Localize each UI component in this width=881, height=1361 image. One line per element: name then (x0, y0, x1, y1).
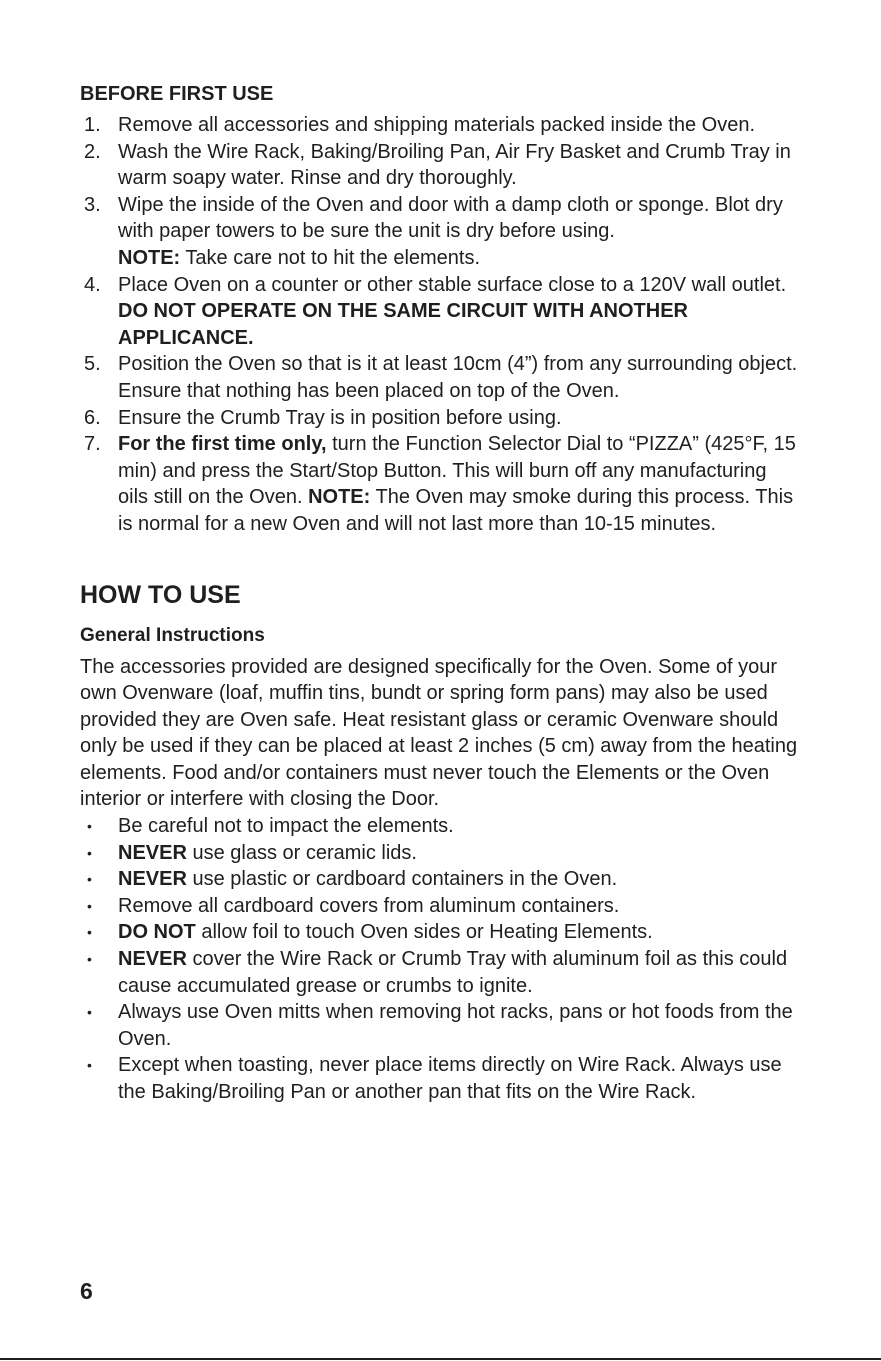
list-item: 3. Wipe the inside of the Oven and door with a damp cloth or sponge. Blot dry with paper towers to be sure the unit is dry before using. NOTE: Take care not to hit the elements. (84, 193, 783, 269)
list-item: 4. Place Oven on a counter or other stable surface close to a 120V wall outlet. DO NOT OPERATE ON THE SAME CIRCUIT WITH ANOTHER APPLICANCE. (84, 273, 787, 349)
list-item (80, 999, 800, 1052)
bullet-text: cover the Wire Rack or Crumb Tray with aluminum foil as this could cause accumulated grease or crumbs to ignite. (118, 948, 788, 997)
list-item: 5. Position the Oven so that is it at least 10cm (4”) from any surrounding object. Ensure that nothing has been placed on top of the Oven. (84, 353, 798, 402)
list-item (80, 840, 800, 867)
first-time-only-label: For the first time only, (118, 433, 327, 456)
before-first-use-steps (80, 112, 800, 538)
bullet-text: Be careful not to impact the elements. (118, 815, 454, 838)
bullet-icon: • (87, 844, 92, 861)
list-item (80, 866, 800, 893)
bullet-text: Except when toasting, never place items directly on Wire Rack. Always use the Baking/Broiling Pan or another pan that fits on the Wire Rack. (118, 1054, 782, 1103)
bullet-icon: • (87, 924, 92, 941)
list-item (80, 1052, 800, 1105)
bullet-icon: • (87, 1004, 92, 1021)
list-item: 1. Remove all accessories and shipping materials packed inside the Oven. (84, 114, 756, 136)
bullet-emphasis: NEVER (118, 948, 187, 971)
bullet-emphasis: NEVER (118, 868, 187, 891)
how-to-use-heading: HOW TO USE (80, 580, 241, 609)
manual-page (80, 81, 800, 1106)
bullet-text: allow foil to touch Oven sides or Heating Elements. (201, 921, 653, 944)
warning-text: DO NOT OPERATE ON THE SAME CIRCUIT WITH ANOTHER APPLICANCE. (118, 300, 688, 349)
note-label: NOTE: (118, 246, 181, 269)
note-label: NOTE: (308, 486, 371, 509)
bullet-emphasis: DO NOT (118, 921, 196, 944)
before-first-use-heading: BEFORE FIRST USE (80, 83, 274, 105)
list-item (80, 893, 800, 920)
bullet-icon: • (87, 1057, 92, 1074)
list-item (80, 946, 800, 999)
bullet-text: use plastic or cardboard containers in the Oven. (192, 868, 618, 891)
bullet-icon: • (87, 818, 92, 835)
list-item: 7. For the first time only, turn the Function Selector Dial to “PIZZA” (425°F, 15 min) and press the Start/Stop Button. This will burn off any manufacturing oils still on the Oven. NOTE: The Oven may smoke during this process. This is normal for a new Oven and will not last more than 10-15 minutes. (84, 433, 796, 535)
list-item (80, 813, 800, 840)
bullet-text: use glass or ceramic lids. (192, 841, 417, 864)
bullet-icon: • (87, 951, 92, 968)
general-instructions-heading: General Instructions (80, 624, 265, 646)
instruction-bullets (80, 813, 800, 1106)
bullet-text: Always use Oven mitts when removing hot racks, pans or hot foods from the Oven. (118, 1001, 793, 1050)
bullet-text: Remove all cardboard covers from aluminum containers. (118, 894, 620, 917)
list-item: 2. Wash the Wire Rack, Baking/Broiling Pan, Air Fry Basket and Crumb Tray in warm soapy water. Rinse and dry thoroughly. (84, 140, 791, 190)
list-item: 6. Ensure the Crumb Tray is in position before using. (84, 406, 562, 429)
bottom-rule (0, 1358, 881, 1360)
general-instructions-paragraph: The accessories provided are designed specifically for the Oven. Some of your own Ovenware (loaf, muffin tins, bundt or spring form pans) may also be used provided they are Oven safe. Heat resistant glass or ceramic Ovenware should only be used if they can be placed at least 2 inches (5 cm) away from the heating elements. Food and/or containers must never touch the Elements or the Oven interior or interfere with closing the Door. (80, 655, 798, 811)
list-item (80, 919, 800, 946)
bullet-emphasis: NEVER (118, 841, 187, 864)
page-number: 6 (80, 1278, 93, 1304)
bullet-icon: • (87, 897, 92, 914)
bullet-icon: • (87, 871, 92, 888)
